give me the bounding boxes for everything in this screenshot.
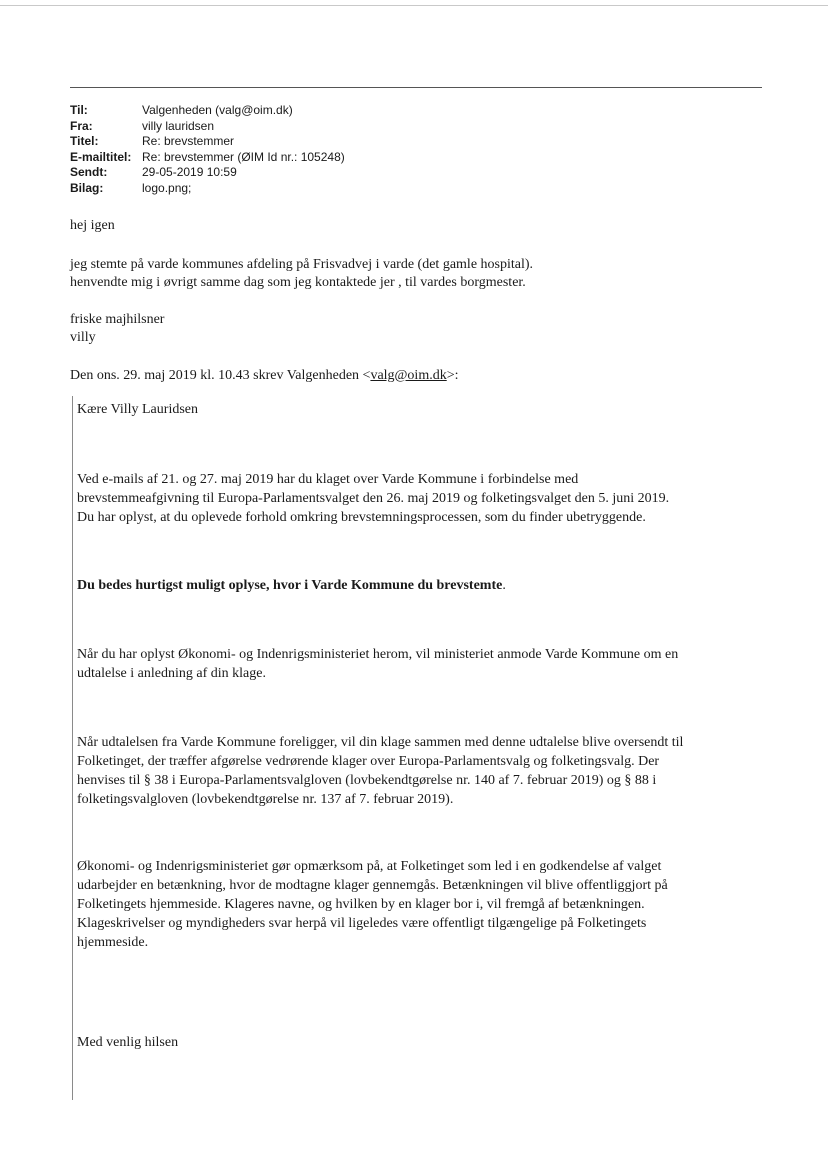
quoted-line: Folketinget, der træffer afgørelse vedrørende klager over Europa-Parlamentsvalg og folketingsvalg. Der [77,754,660,769]
header-attachment [70,181,345,197]
header-value: Re: brevstemmer [142,134,235,149]
header-sent [70,165,345,181]
header-value: villy lauridsen [142,118,215,133]
header-value: 29-05-2019 10:59 [142,165,237,180]
header-email-title [70,150,345,166]
header-value: logo.png; [142,180,192,195]
reply-greeting: hej igen [70,218,115,233]
quoted-line: udarbejder en betænkning, hvor de modtagne klager gennemgås. Betænkningen vil blive offentliggjort på [77,878,668,893]
quoted-line: Folketingets hjemmeside. Klageres navne, og hvilken by en klager bor i, vil fremgå af betænkningen. [77,897,645,912]
reply-signature: villy [70,330,96,345]
quoted-line: Når du har oplyst Økonomi- og Indenrigsministeriet herom, vil ministeriet anmode Varde Kommune om en [77,647,679,662]
reply-closing: friske majhilsner [70,312,165,327]
header-value: Re: brevstemmer (ØIM Id nr.: 105248) [142,149,345,164]
page-top-border [0,5,828,6]
quoted-line: udtalelse i anledning af din klage. [77,666,266,681]
header-label: Fra: [70,118,93,133]
quoted-salutation: Kære Villy Lauridsen [77,402,198,417]
email-headers [70,103,345,197]
quoted-line: folketingsvalgloven (lovbekendtgørelse nr. 137 af 7. februar 2019). [77,792,454,807]
header-from [70,119,345,135]
header-label: Bilag: [70,180,104,195]
header-label: Til: [70,103,88,117]
quoted-line: Når udtalelsen fra Varde Kommune foreligger, vil din klage sammen med denne udtalelse blive oversendt til [77,735,684,750]
header-label: Sendt: [70,165,108,180]
quote-intro-suffix: >: [446,368,459,383]
quoted-line: Klageskrivelser og myndigheders svar herpå vil ligeledes være offentligt tilgængelige på Folketingets [77,916,647,931]
header-to [70,103,345,119]
quoted-line: hjemmeside. [77,935,149,950]
quoted-line: Økonomi- og Indenrigsministeriet gør opmærksom på, at Folketinget som led i en godkendelse af valget [77,859,662,874]
reply-line: henvendte mig i øvrigt samme dag som jeg kontaktede jer , til vardes borgmester. [70,275,526,290]
reply-line: jeg stemte på varde kommunes afdeling på Frisvadvej i varde (det gamle hospital). [70,257,534,272]
quoted-line: Du har oplyst, at du oplevede forhold omkring brevstemningsprocessen, som du finder ubetryggende. [77,510,646,525]
quoted-signoff: Med venlig hilsen [77,1035,179,1050]
header-label: E-mailtitel: [70,149,132,164]
email-link[interactable]: valg@oim.dk [370,368,447,383]
header-title [70,134,345,150]
quoted-bold-request [77,576,506,595]
quote-bar [72,396,73,1100]
header-label: Titel: [70,134,99,149]
bold-request-text: Du bedes hurtigst muligt oplyse, hvor i Varde Kommune du brevstemte [77,578,503,593]
quoted-line: brevstemmeafgivning til Europa-Parlamentsvalget den 26. maj 2019 og folketingsvalget den 5. juni 2019. [77,491,670,506]
quoted-line: henvises til § 38 i Europa-Parlamentsvalgloven (lovbekendtgørelse nr. 140 af 7. februar 2019) og § 88 i [77,773,657,788]
bold-request-period: . [502,578,506,593]
quote-intro-prefix: Den ons. 29. maj 2019 kl. 10.43 skrev Valgenheden < [70,368,371,383]
header-divider [70,87,762,88]
quote-intro [70,366,459,385]
header-value: Valgenheden (valg@oim.dk) [142,103,293,117]
quoted-line: Ved e-mails af 21. og 27. maj 2019 har du klaget over Varde Kommune i forbindelse med [77,472,579,487]
